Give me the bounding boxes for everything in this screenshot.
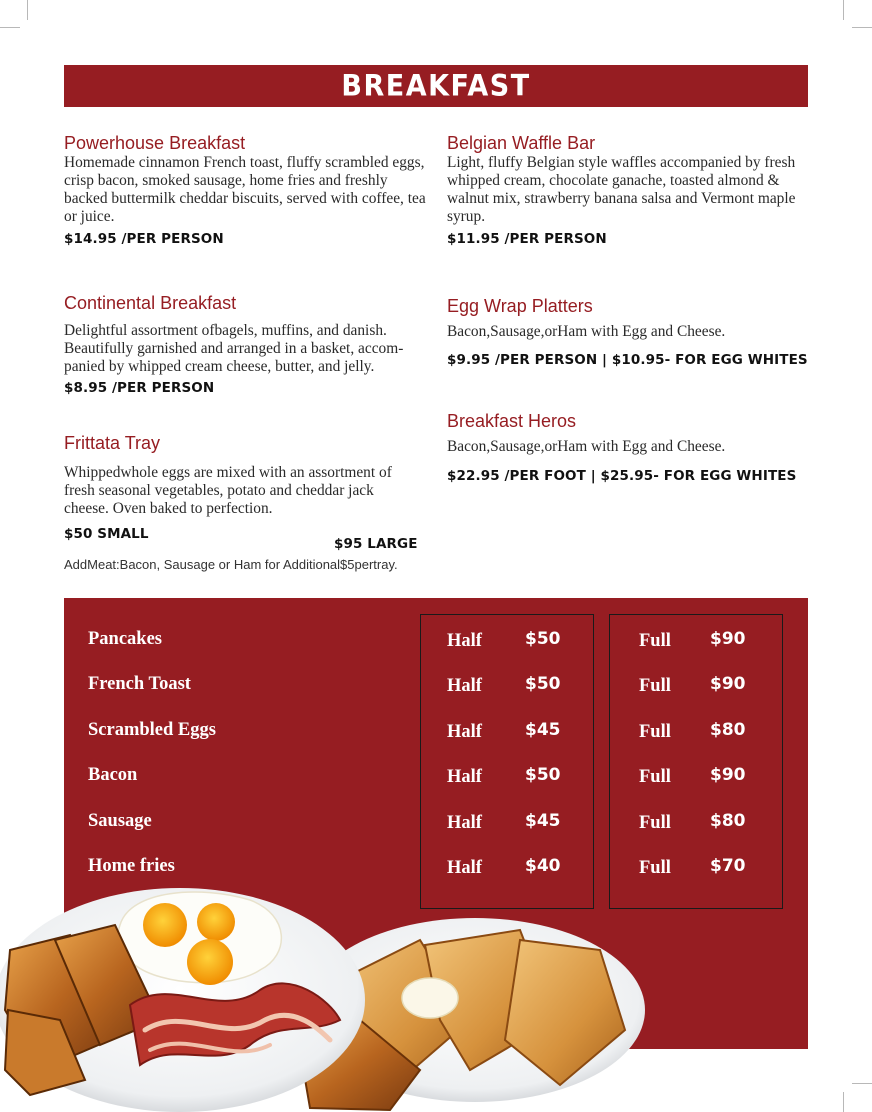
half-price: $45 xyxy=(525,810,561,831)
item-title: Breakfast Heros xyxy=(447,411,577,431)
menu-item-frittata xyxy=(64,432,414,518)
full-column-box xyxy=(609,614,783,909)
full-label: Full xyxy=(639,721,671,742)
tray-item-name: Bacon xyxy=(88,765,138,786)
half-label: Half xyxy=(447,767,482,788)
half-label: Half xyxy=(447,676,482,697)
item-title: Continental Breakfast xyxy=(64,293,237,313)
tray-item-name: Scrambled Eggs xyxy=(88,719,216,740)
half-price: $45 xyxy=(525,719,561,740)
tray-item-name: Sausage xyxy=(88,810,152,831)
item-price: $8.95 /PER PERSON xyxy=(64,380,215,396)
item-description: Light, fluffy Belgian style waffles accompanied by fresh whipped cream, chocolate ganache, toasted almond & walnut mix, strawberry banana salsa and Vermont maple syrup. xyxy=(447,154,796,225)
price-small: $50 SMALL xyxy=(64,526,149,542)
item-title: Frittata Tray xyxy=(64,433,161,453)
tray-item-name: French Toast xyxy=(88,674,191,695)
item-description: Bacon,Sausage,orHam with Egg and Cheese. xyxy=(447,323,726,340)
half-price: $50 xyxy=(525,674,561,695)
full-price: $90 xyxy=(710,674,746,695)
full-label: Full xyxy=(639,858,671,878)
full-label: Full xyxy=(639,631,671,651)
item-price: $9.95 /PER PERSON | $10.95- FOR EGG WHITES xyxy=(447,352,808,368)
title-banner xyxy=(64,65,808,107)
half-price: $50 xyxy=(525,629,561,649)
half-label: Half xyxy=(447,721,482,742)
menu-item-powerhouse xyxy=(64,132,434,247)
half-price: $50 xyxy=(525,765,561,786)
full-price: $70 xyxy=(710,856,746,876)
item-title: Belgian Waffle Bar xyxy=(447,133,596,153)
menu-item-heros xyxy=(447,410,827,484)
half-label: Half xyxy=(447,812,482,833)
crop-mark xyxy=(27,0,28,20)
crop-mark xyxy=(852,27,872,28)
item-price: $14.95 /PER PERSON xyxy=(64,231,224,247)
breakfast-food-photo xyxy=(0,870,872,1112)
full-label: Full xyxy=(639,812,671,833)
item-description: Bacon,Sausage,orHam with Egg and Cheese. xyxy=(447,438,726,455)
item-description: Whippedwhole eggs are mixed with an assortment of fresh seasonal vegetables, potato and cheddar jack cheese. Oven baked to perfection. xyxy=(64,464,392,517)
full-price: $80 xyxy=(710,719,746,740)
menu-item-waffle xyxy=(447,132,797,247)
item-description: Homemade cinnamon French toast, fluffy scrambled eggs, crisp bacon, smoked sausage, home fries and freshly backed buttermilk cheddar biscuits, served with coffee, tea or juice. xyxy=(64,154,426,225)
full-price: $90 xyxy=(710,765,746,786)
half-label: Half xyxy=(447,858,482,878)
item-price: $11.95 /PER PERSON xyxy=(447,231,607,247)
full-price: $90 xyxy=(710,629,746,649)
item-price: $22.95 /PER FOOT | $25.95- FOR EGG WHITES xyxy=(447,468,797,484)
half-price: $40 xyxy=(525,856,561,876)
crop-mark xyxy=(0,27,20,28)
menu-item-eggwrap xyxy=(447,295,827,368)
tray-item-name: Home fries xyxy=(88,856,175,876)
item-description: Delightful assortment ofbagels, muffins, and danish. Beautifully garnished and arranged in a basket, accom-panied by whipped cream cheese, butter, and jelly. xyxy=(64,322,404,375)
half-label: Half xyxy=(447,631,482,651)
full-label: Full xyxy=(639,767,671,788)
add-meat-note: AddMeat:Bacon, Sausage or Ham for Additional$5pertray. xyxy=(64,557,398,572)
crop-mark xyxy=(843,0,844,20)
item-title: Egg Wrap Platters xyxy=(447,296,593,316)
tray-item-name: Pancakes xyxy=(88,629,162,649)
menu-item-continental xyxy=(64,292,426,396)
price-large: $95 LARGE xyxy=(334,536,418,552)
item-title: Powerhouse Breakfast xyxy=(64,133,246,153)
page-title: BREAKFAST xyxy=(341,69,531,103)
full-label: Full xyxy=(639,676,671,697)
full-price: $80 xyxy=(710,810,746,831)
